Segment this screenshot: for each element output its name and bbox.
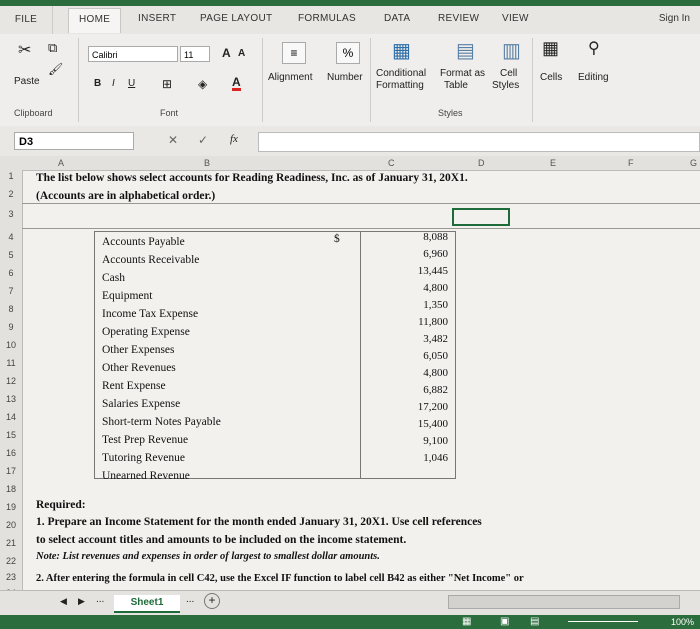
dollar-sign: $: [334, 233, 340, 245]
font-group-label: Font: [160, 108, 179, 118]
font-color-button[interactable]: A: [232, 75, 241, 89]
requirement-1-line-2: to select account titles and amounts to be included on the income statement.: [36, 534, 407, 546]
home-ribbon: [0, 34, 700, 127]
tab-file[interactable]: FILE: [0, 6, 53, 34]
more-sheets-right[interactable]: ...: [186, 594, 195, 605]
required-heading: Required:: [36, 499, 86, 511]
row-header[interactable]: 2: [8, 189, 14, 199]
italic-button[interactable]: I: [112, 78, 115, 89]
tab-view[interactable]: VIEW: [502, 13, 529, 24]
paste-button[interactable]: Paste: [14, 76, 40, 87]
enter-icon[interactable]: ✓: [198, 133, 209, 147]
column-header-e[interactable]: E: [550, 158, 557, 168]
account-name: Salaries Expense: [102, 398, 181, 410]
row-header[interactable]: 5: [8, 250, 14, 260]
conditional-formatting-label-1[interactable]: Conditional: [376, 68, 427, 79]
more-sheets-left[interactable]: ...: [96, 594, 105, 605]
intro-line-2: (Accounts are in alphabetical order.): [36, 190, 216, 202]
tab-insert[interactable]: INSERT: [138, 13, 177, 24]
fill-color-icon[interactable]: ◈: [198, 77, 208, 91]
note-line: Note: List revenues and expenses in order of largest to smallest dollar amounts.: [36, 551, 380, 562]
account-amount: 13,445: [417, 265, 448, 277]
tab-home[interactable]: HOME: [68, 8, 121, 33]
percent-icon[interactable]: %: [336, 42, 360, 64]
tab-page-layout[interactable]: PAGE LAYOUT: [200, 13, 273, 24]
divider: [370, 38, 371, 122]
column-header-d[interactable]: D: [478, 158, 485, 168]
zoom-slider[interactable]: [568, 621, 638, 622]
row-header[interactable]: 3: [8, 209, 14, 219]
row-header[interactable]: 10: [5, 340, 16, 350]
account-amount: 11,800: [418, 316, 448, 328]
account-amount: 6,882: [423, 384, 448, 396]
row-header[interactable]: 22: [5, 556, 16, 566]
selected-cell-d3[interactable]: [452, 208, 510, 226]
account-amount: 1,046: [423, 452, 448, 464]
account-name: Income Tax Expense: [102, 308, 199, 320]
add-sheet-button[interactable]: +: [204, 593, 220, 609]
cell-styles-icon[interactable]: ▥: [502, 40, 521, 62]
account-amount: 8,088: [423, 231, 448, 243]
name-box[interactable]: D3: [14, 132, 134, 150]
clipboard-group-label: Clipboard: [14, 108, 53, 118]
row-header[interactable]: 8: [8, 304, 14, 314]
row-header[interactable]: 20: [5, 520, 16, 530]
column-header-c[interactable]: C: [388, 158, 395, 168]
horizontal-scrollbar[interactable]: [448, 595, 680, 609]
number-button[interactable]: Number: [327, 72, 363, 83]
column-header-g[interactable]: G: [690, 158, 698, 168]
requirement-2-line: 2. After entering the formula in cell C42, use the Excel IF function to label cell B42 as either "Net Income" or: [36, 573, 524, 584]
divider: [262, 38, 263, 122]
account-name: Other Expenses: [102, 344, 175, 356]
requirement-1-line-1: 1. Prepare an Income Statement for the month ended January 31, 20X1. Use cell references: [36, 516, 482, 528]
sheet-tab-sheet1[interactable]: Sheet1: [114, 595, 180, 613]
row-header[interactable]: 1: [8, 171, 14, 181]
grow-font-button[interactable]: A: [222, 46, 231, 60]
row-header[interactable]: 9: [8, 322, 14, 332]
prev-sheet-icon[interactable]: ◀: [60, 596, 67, 606]
format-painter-icon[interactable]: 🖌: [48, 62, 64, 76]
account-amount: 17,200: [417, 401, 448, 413]
account-amount: 4,800: [423, 367, 448, 379]
row-header[interactable]: 14: [5, 412, 16, 422]
sign-in-link[interactable]: Sign In: [658, 13, 690, 24]
formula-input[interactable]: [258, 132, 700, 152]
account-name: Operating Expense: [102, 326, 190, 338]
tab-formulas[interactable]: FORMULAS: [298, 13, 356, 24]
cancel-icon[interactable]: ✕: [168, 133, 179, 147]
column-header-b[interactable]: B: [204, 158, 211, 168]
account-name: Accounts Receivable: [102, 254, 200, 266]
insert-function-icon[interactable]: fx: [230, 133, 238, 145]
column-headers: [0, 156, 700, 171]
account-amount: 3,482: [423, 333, 448, 345]
conditional-formatting-icon[interactable]: ▦: [392, 40, 411, 62]
account-name: Rent Expense: [102, 380, 166, 392]
ribbon-tabs: [0, 6, 700, 35]
account-name: Equipment: [102, 290, 153, 302]
normal-view-icon[interactable]: ▦: [462, 616, 472, 627]
account-name: Accounts Payable: [102, 236, 185, 248]
row-headers: [0, 170, 23, 590]
status-bar: [0, 590, 700, 629]
row-header[interactable]: 23: [5, 572, 16, 582]
account-amount: 6,050: [423, 350, 448, 362]
copy-icon[interactable]: ⧉: [48, 40, 58, 55]
row-header[interactable]: 16: [5, 448, 16, 458]
cell-styles-label-1[interactable]: Cell: [500, 68, 518, 79]
alignment-button[interactable]: Alignment: [268, 72, 313, 83]
account-name: Other Revenues: [102, 362, 176, 374]
underline-button[interactable]: U: [128, 78, 136, 89]
row-header[interactable]: 15: [5, 430, 16, 440]
table-divider: [360, 231, 361, 479]
row-header[interactable]: 17: [5, 466, 16, 476]
account-amount: 1,350: [423, 299, 448, 311]
gridline: [22, 228, 700, 229]
borders-icon[interactable]: ⊞: [162, 77, 173, 91]
styles-group-label: Styles: [438, 108, 463, 118]
divider: [532, 38, 533, 122]
divider: [78, 38, 79, 122]
row-header[interactable]: 21: [5, 538, 16, 548]
row-header[interactable]: 7: [8, 286, 14, 296]
find-icon[interactable]: ⚲: [588, 40, 600, 57]
editing-button[interactable]: Editing: [578, 72, 609, 83]
next-sheet-icon[interactable]: ▶: [78, 596, 85, 606]
account-name: Tutoring Revenue: [102, 452, 185, 464]
format-as-table-label-2[interactable]: Table: [444, 80, 468, 91]
worksheet[interactable]: [0, 156, 700, 590]
gridline: [22, 203, 700, 204]
cell-styles-label-2[interactable]: Styles: [492, 80, 520, 91]
column-header-f[interactable]: F: [628, 158, 634, 168]
tab-data[interactable]: DATA: [384, 13, 411, 24]
page-layout-view-icon[interactable]: ▣: [500, 616, 510, 627]
row-header[interactable]: 4: [8, 232, 14, 242]
zoom-level[interactable]: 100%: [670, 617, 694, 627]
row-header[interactable]: 18: [5, 484, 16, 494]
row-header[interactable]: 6: [8, 268, 14, 278]
row-header[interactable]: 13: [5, 394, 16, 404]
font-size-dropdown[interactable]: 11: [180, 46, 210, 62]
bottom-status-strip: [0, 615, 700, 629]
bold-button[interactable]: B: [94, 78, 102, 89]
formula-bar: [0, 126, 700, 156]
column-header-a[interactable]: A: [58, 158, 65, 168]
conditional-formatting-label-2[interactable]: Formatting: [376, 80, 424, 91]
account-amount: 15,400: [417, 418, 448, 430]
alignment-icon[interactable]: ≡: [282, 42, 306, 64]
page-break-view-icon[interactable]: ▤: [530, 616, 540, 627]
account-name: Test Prep Revenue: [102, 434, 189, 446]
cells-button[interactable]: Cells: [540, 72, 563, 83]
shrink-font-button[interactable]: A: [238, 48, 246, 59]
cells-icon[interactable]: ▦: [542, 38, 560, 58]
account-name: Unearned Revenue: [102, 470, 190, 482]
account-amount: 4,800: [423, 282, 448, 294]
cut-icon[interactable]: ✂: [18, 42, 32, 59]
account-name: Short-term Notes Payable: [102, 416, 221, 428]
tab-review[interactable]: REVIEW: [438, 13, 480, 24]
format-as-table-label-1[interactable]: Format as: [440, 68, 486, 79]
row-header[interactable]: 11: [6, 358, 16, 368]
account-amount: 9,100: [423, 435, 448, 447]
account-name: Cash: [102, 272, 125, 284]
font-name-dropdown[interactable]: Calibri: [88, 46, 178, 62]
row-header[interactable]: 19: [5, 502, 16, 512]
row-header[interactable]: 12: [5, 376, 16, 386]
intro-line-1: The list below shows select accounts for Reading Readiness, Inc. as of January 31, 20X1.: [36, 172, 468, 184]
format-as-table-icon[interactable]: ▤: [456, 40, 475, 62]
account-amount: 6,960: [423, 248, 448, 260]
